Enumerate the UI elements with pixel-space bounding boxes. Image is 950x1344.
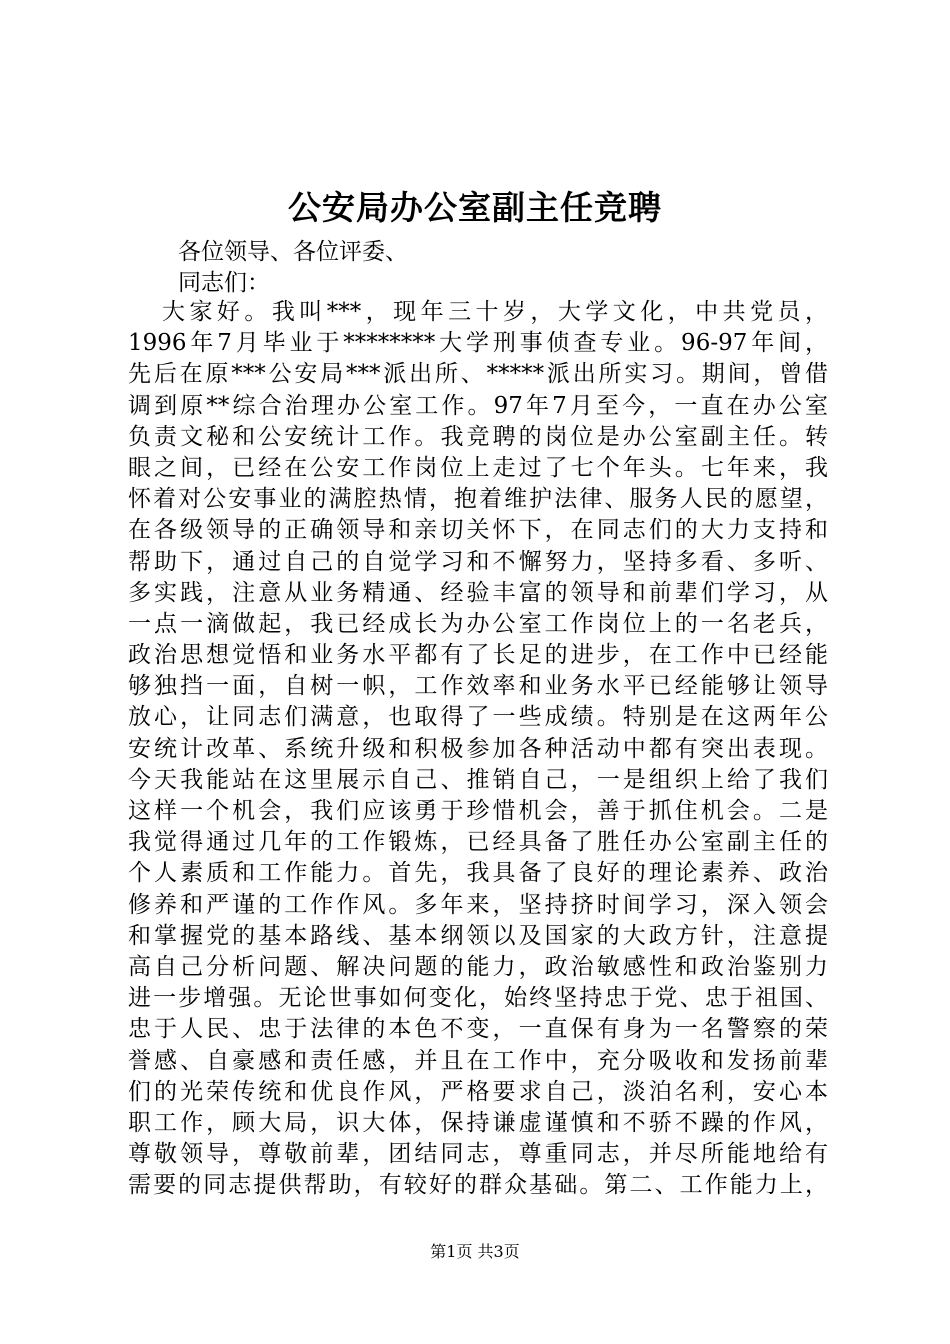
body-line: 政治思想觉悟和业务水平都有了长足的进步，在工作中已经能 bbox=[128, 642, 828, 669]
body-line: 进一步增强。无论世事如何变化，始终坚持忠于党、忠于祖国、 bbox=[128, 985, 828, 1012]
body-line: 多实践，注意从业务精通、经验丰富的领导和前辈们学习，从 bbox=[128, 579, 828, 606]
document-title: 公安局办公室副主任竞聘 bbox=[288, 188, 662, 227]
body-line: 够独挡一面，自树一帜，工作效率和业务水平已经能够让领导 bbox=[128, 673, 828, 700]
body-line: 们的光荣传统和优良作风，严格要求自己，淡泊名利，安心本 bbox=[128, 1078, 828, 1105]
body-line: 一点一滴做起，我已经成长为办公室工作岗位上的一名老兵， bbox=[128, 610, 828, 637]
body-line: 怀着对公安事业的满腔热情，抱着维护法律、服务人民的愿望， bbox=[128, 486, 828, 513]
body-line: 放心，让同志们满意，也取得了一些成绩。特别是在这两年公 bbox=[128, 704, 828, 731]
body-line: 1996年7月毕业于********大学刑事侦查专业。96-97年间， bbox=[128, 330, 828, 357]
body-line: 这样一个机会，我们应该勇于珍惜机会，善于抓住机会。二是 bbox=[128, 798, 828, 824]
body-text bbox=[128, 297, 828, 1201]
body-line: 职工作，顾大局，识大体，保持谦虚谨慎和不骄不躁的作风， bbox=[128, 1109, 828, 1136]
body-line: 今天我能站在这里展示自己、推销自己，一是组织上给了我们 bbox=[128, 766, 828, 793]
body-line: 尊敬领导，尊敬前辈，团结同志，尊重同志，并尽所能地给有 bbox=[128, 1141, 828, 1168]
page-number-footer: 第1页 共3页 bbox=[430, 1242, 520, 1261]
body-line: 安统计改革、系统升级和积极参加各种活动中都有突出表现。 bbox=[128, 735, 828, 762]
body-line: 高自己分析问题、解决问题的能力，政治敏感性和政治鉴别力 bbox=[128, 953, 828, 980]
body-line: 需要的同志提供帮助，有较好的群众基础。第二、工作能力上， bbox=[128, 1172, 828, 1199]
body-line: 帮助下，通过自己的自觉学习和不懈努力，坚持多看、多听、 bbox=[128, 548, 828, 575]
salutation-line-1: 各位领导、各位评委、 bbox=[178, 239, 408, 265]
body-line: 和掌握党的基本路线、基本纲领以及国家的大政方针，注意提 bbox=[128, 922, 828, 949]
body-line: 眼之间，已经在公安工作岗位上走过了七个年头。七年来，我 bbox=[128, 454, 828, 481]
body-line: 负责文秘和公安统计工作。我竞聘的岗位是办公室副主任。转 bbox=[128, 423, 828, 450]
body-line: 誉感、自豪感和责任感，并且在工作中，充分吸收和发扬前辈 bbox=[128, 1047, 828, 1074]
body-line: 个人素质和工作能力。首先，我具备了良好的理论素养、政治 bbox=[128, 860, 828, 887]
body-line: 在各级领导的正确领导和亲切关怀下，在同志们的大力支持和 bbox=[128, 517, 828, 544]
salutation-line-2: 同志们： bbox=[178, 270, 270, 296]
body-line: 调到原**综合治理办公室工作。97年7月至今，一直在办公室 bbox=[128, 392, 828, 419]
body-line: 忠于人民、忠于法律的本色不变，一直保有身为一名警察的荣 bbox=[128, 1016, 828, 1043]
body-line: 大家好。我叫***，现年三十岁，大学文化，中共党员， bbox=[162, 299, 828, 325]
body-line: 我觉得通过几年的工作锻炼，已经具备了胜任办公室副主任的 bbox=[128, 829, 828, 856]
body-line: 修养和严谨的工作作风。多年来，坚持挤时间学习，深入领会 bbox=[128, 891, 828, 918]
body-line: 先后在原***公安局***派出所、*****派出所实习。期间，曾借 bbox=[128, 361, 828, 388]
